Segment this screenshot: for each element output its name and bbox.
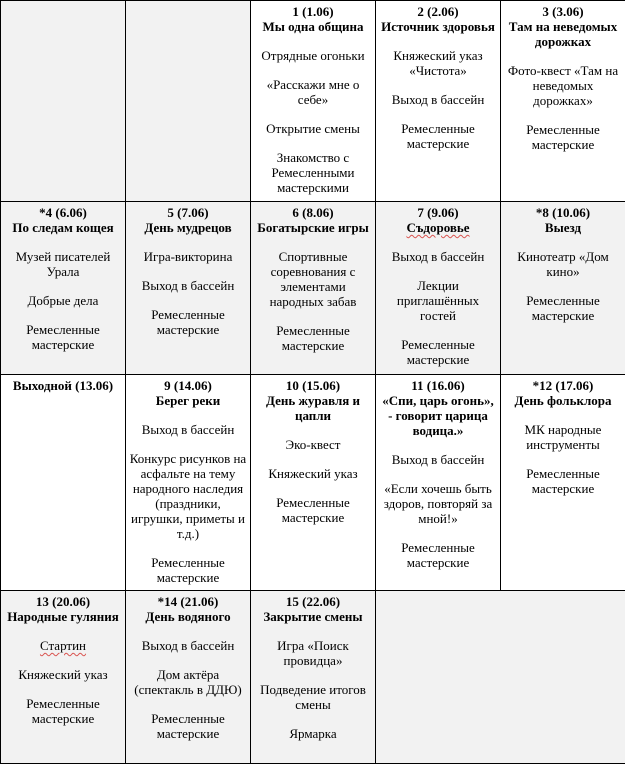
activity: Княжеский указ [18, 667, 108, 682]
day-heading [254, 4, 372, 34]
activity: Открытие смены [266, 121, 360, 136]
day-date: 9 (14.06) [164, 378, 212, 393]
day-heading [4, 378, 122, 393]
activity: Ремесленные мастерские [526, 293, 600, 323]
day-title: День журавля и цапли [265, 393, 361, 423]
activity: Выход в бассейн [391, 92, 485, 107]
activity: Ремесленные мастерские [276, 495, 350, 525]
activity: Ремесленные мастерские [26, 696, 100, 726]
day-cell-12 [501, 375, 625, 591]
activity: МК народные инструменты [524, 422, 602, 452]
day-cell-4 [1, 202, 126, 375]
table-row [1, 1, 625, 202]
activity-text: Стартин [39, 638, 87, 653]
day-heading [379, 205, 497, 235]
activity: Ремесленные мастерские [151, 307, 225, 337]
activity: Ремесленные мастерские [401, 337, 475, 367]
day-date: *4 (6.06) [39, 205, 87, 220]
day-heading [379, 378, 497, 438]
day-cell-13 [1, 591, 126, 764]
day-date: 6 (8.06) [292, 205, 334, 220]
day-cell-15 [251, 591, 376, 764]
activity: Выход в бассейн [391, 452, 485, 467]
day-cell-6 [251, 202, 376, 375]
activity: Ремесленные мастерские [526, 122, 600, 152]
day-cell-5 [126, 202, 251, 375]
activity: Подведение итогов смены [260, 682, 366, 712]
day-title: Богатырские игры [257, 220, 369, 235]
day-date: 11 (16.06) [411, 378, 465, 393]
activity [4, 638, 122, 653]
day-heading [129, 205, 247, 235]
day-date: *8 (10.06) [535, 205, 591, 220]
activity: Музей писателей Урала [15, 249, 111, 279]
day-heading [4, 594, 122, 624]
day-heading [379, 4, 497, 34]
day-title: День водяного [145, 609, 231, 624]
activity: Ремесленные мастерские [151, 711, 225, 741]
day-title: Выезд [544, 220, 582, 235]
day-heading [254, 205, 372, 235]
day-heading [4, 205, 122, 235]
day-cell-1 [251, 1, 376, 202]
table-row [1, 375, 625, 591]
day-off-cell [1, 375, 126, 591]
activity: «Расскажи мне о себе» [266, 77, 360, 107]
day-title: «Спи, царь огонь», - говорит царица водица.» [382, 393, 494, 438]
day-title: Там на неведомых дорожках [508, 19, 618, 49]
day-cell-2 [376, 1, 501, 202]
day-date: *12 (17.06) [532, 378, 594, 393]
activity: Княжеский указ [268, 466, 358, 481]
day-date: 2 (2.06) [417, 4, 459, 19]
activity: Ремесленные мастерские [276, 323, 350, 353]
day-cell-7 [376, 202, 501, 375]
activity: Дом актёра (спектакль в ДДЮ) [134, 667, 242, 697]
activity: Выход в бассейн [141, 422, 235, 437]
day-heading [504, 378, 622, 408]
day-heading [129, 378, 247, 408]
activity: Ремесленные мастерские [151, 555, 225, 585]
activity: Ярмарка [289, 726, 337, 741]
activity: «Если хочешь быть здоров, повторяй за мной!» [383, 481, 493, 526]
activity: Выход в бассейн [141, 638, 235, 653]
day-title: Берег реки [155, 393, 221, 408]
activity: Знакомство с Ремесленными мастерскими [271, 150, 355, 195]
table-row [1, 202, 625, 375]
day-cell-3 [501, 1, 625, 202]
activity: Эко-квест [285, 437, 341, 452]
activity: Отрядные огоньки [261, 48, 365, 63]
day-date: 3 (3.06) [542, 4, 584, 19]
day-cell-11 [376, 375, 501, 591]
day-cell-8 [501, 202, 625, 375]
activity: Княжеский указ «Чистота» [393, 48, 483, 78]
day-date: 1 (1.06) [292, 4, 334, 19]
day-title: Народные гуляния [7, 609, 119, 624]
activity: Ремесленные мастерские [401, 540, 475, 570]
day-title: День мудрецов [144, 220, 232, 235]
activity: Фото-квест «Там на неведомых дорожках» [507, 63, 619, 108]
day-heading [129, 594, 247, 624]
empty-cell [376, 591, 625, 764]
activity: Игра-викторина [143, 249, 233, 264]
activity: Добрые дела [27, 293, 99, 308]
day-date: 7 (9.06) [417, 205, 459, 220]
day-title: День фольклора [514, 393, 612, 408]
table-row [1, 591, 625, 764]
activity: Ремесленные мастерские [401, 121, 475, 151]
day-cell-10 [251, 375, 376, 591]
empty-cell [1, 1, 126, 202]
day-date: *14 (21.06) [157, 594, 219, 609]
day-heading [504, 4, 622, 49]
day-date: 10 (15.06) [285, 378, 341, 393]
day-title: Съдоровье [406, 220, 470, 235]
activity: Лекции приглашённых гостей [396, 278, 480, 323]
day-title: Закрытие смены [263, 609, 363, 624]
activity: Кинотеатр «Дом кино» [517, 249, 609, 279]
day-date: 15 (22.06) [285, 594, 341, 609]
day-title: По следам кощея [12, 220, 114, 235]
day-cell-9 [126, 375, 251, 591]
day-title: Источник здоровья [381, 19, 495, 34]
activity: Ремесленные мастерские [26, 322, 100, 352]
activity: Выход в бассейн [391, 249, 485, 264]
activity: Ремесленные мастерские [526, 466, 600, 496]
day-heading [504, 205, 622, 235]
day-cell-14 [126, 591, 251, 764]
day-heading [254, 378, 372, 423]
day-heading [254, 594, 372, 624]
day-date: Выходной (13.06) [12, 378, 114, 393]
activity: Спортивные соревнования с элементами народных забав [269, 249, 357, 309]
activity: Игра «Поиск провидца» [277, 638, 349, 668]
day-date: 5 (7.06) [167, 205, 209, 220]
empty-cell [126, 1, 251, 202]
day-date: 13 (20.06) [35, 594, 91, 609]
activity: Выход в бассейн [141, 278, 235, 293]
day-title: Мы одна община [262, 19, 364, 34]
activity: Конкурс рисунков на асфальте на тему народного наследия (праздники, игрушки, приметы и т.д.) [129, 451, 247, 541]
